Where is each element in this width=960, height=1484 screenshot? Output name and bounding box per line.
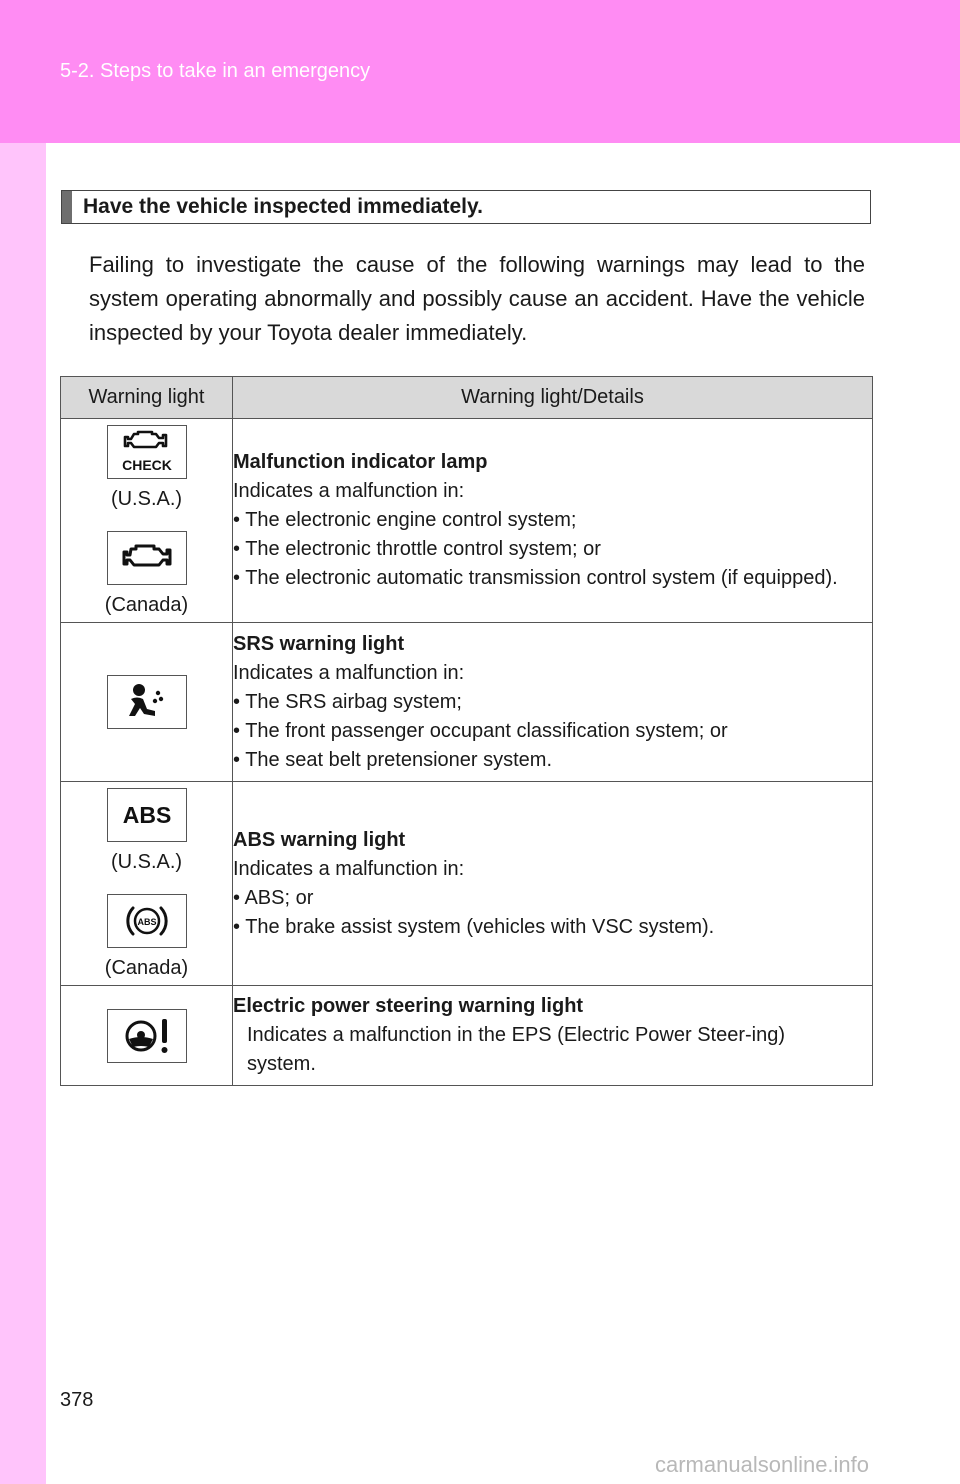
detail-line: Indicates a malfunction in the EPS (Electric Power Steer-ing) system.: [247, 1024, 786, 1075]
check-engine-icon: [107, 425, 187, 479]
region-label: (Canada): [104, 593, 189, 616]
col-header-warning-light: Warning light: [61, 377, 233, 419]
detail-bullet: • The electronic engine control system;: [233, 509, 577, 531]
detail-title: Malfunction indicator lamp: [233, 451, 488, 473]
detail-title: ABS warning light: [233, 828, 406, 851]
region-label: (U.S.A.): [110, 487, 183, 510]
check-label: CHECK: [121, 456, 172, 473]
heading-title: Have the vehicle inspected immediately.: [83, 195, 483, 218]
detail-bullet: • The electronic automatic transmission control system (if equipped).: [233, 567, 838, 589]
heading-accent-bar: [62, 191, 72, 223]
watermark: carmanualsonline.info: [655, 1452, 870, 1477]
icon-cell: [61, 782, 233, 986]
detail-bullet: • The seat belt pretensioner system.: [233, 748, 553, 771]
detail-title: SRS warning light: [233, 632, 405, 655]
col-header-details: Warning light/Details: [233, 377, 873, 419]
detail-bullet: • The brake assist system (vehicles with VSC system).: [233, 915, 715, 938]
table-row: [61, 419, 873, 623]
details-cell: [233, 986, 873, 1086]
srs-airbag-icon: [107, 675, 187, 729]
detail-bullet: • The front passenger occupant classification system; or: [233, 719, 728, 742]
details-cell: [233, 623, 873, 782]
abs-circle-label: ABS: [136, 916, 157, 927]
detail-line: Indicates a malfunction in:: [233, 480, 465, 502]
icon-cell: [61, 986, 233, 1086]
abs-circle-icon: [107, 894, 187, 948]
table-row: [61, 623, 873, 782]
abs-text-icon: [107, 788, 187, 842]
detail-title: Electric power steering warning light: [233, 995, 584, 1017]
warning-table: [60, 376, 873, 1086]
icon-cell: [61, 623, 233, 782]
details-cell: [233, 419, 873, 623]
details-cell: [233, 782, 873, 986]
detail-bullet: • The electronic throttle control system; or: [233, 538, 601, 560]
detail-line: Indicates a malfunction in:: [233, 661, 465, 684]
abs-label: ABS: [122, 801, 171, 828]
table-row: [61, 782, 873, 986]
engine-icon: [107, 531, 187, 585]
icon-cell: [61, 419, 233, 623]
heading-box: [61, 190, 871, 224]
detail-bullet: • ABS; or: [233, 886, 314, 909]
intro-paragraph: Failing to investigate the cause of the following warnings may lead to the system operating abnormally and possibly cause an accident. Have the vehicle inspected by your Toyota dealer immediately.: [89, 252, 865, 345]
table-header-row: [61, 377, 873, 419]
detail-bullet: • The SRS airbag system;: [233, 690, 462, 713]
side-strip: [0, 143, 46, 1484]
eps-steering-warning-icon: [107, 1009, 187, 1063]
table-row: [61, 986, 873, 1086]
page-number: 378: [60, 1389, 94, 1411]
region-label: (U.S.A.): [110, 850, 183, 873]
region-label: (Canada): [104, 956, 189, 979]
detail-line: Indicates a malfunction in:: [233, 857, 465, 880]
section-title: 5-2. Steps to take in an emergency: [60, 60, 371, 82]
